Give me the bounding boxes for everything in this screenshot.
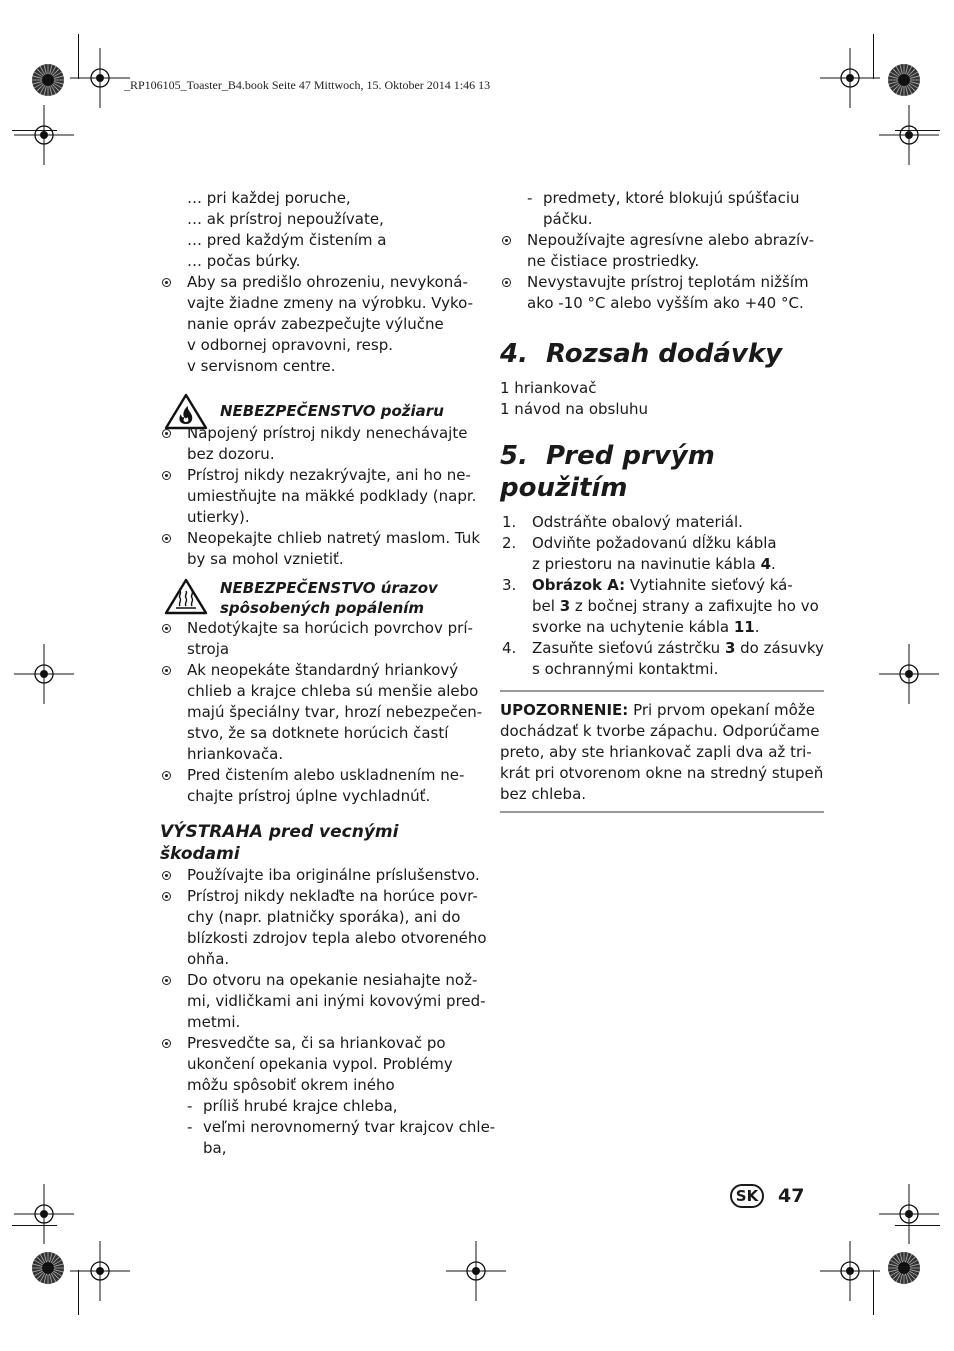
registration-mark: [14, 644, 74, 704]
registration-mark: [820, 48, 880, 108]
subheading-line: VÝSTRAHA pred vecnými: [160, 822, 399, 842]
text-line: [532, 575, 824, 596]
section-title: Rozsah dodávky: [546, 339, 783, 369]
text-line: ohňa.: [187, 950, 230, 968]
text-line: ako -10 °C alebo vyšším ako +40 °C.: [527, 294, 804, 312]
section-number: 5.: [500, 441, 528, 471]
list-item: [160, 970, 484, 1033]
burn-items: [160, 618, 484, 807]
text-line: Do otvoru na opekanie nesiahajte nož-: [187, 971, 478, 989]
list-item: [160, 465, 484, 528]
page-number: 47: [778, 1185, 805, 1207]
list-item: [160, 528, 484, 570]
text-line: blízkosti zdrojov tepla alebo otvoreného: [187, 929, 487, 947]
section-heading-4: [500, 338, 824, 370]
text-line: bez chleba.: [500, 785, 587, 803]
bullet-icon: [162, 429, 171, 438]
list-item: [160, 423, 484, 465]
text-line: preto, aby ste hriankovač zapli dva až tri-: [500, 743, 812, 761]
text-run: bel: [532, 597, 560, 615]
step-number: 4.: [502, 639, 517, 657]
text-line: metmi.: [187, 1013, 241, 1031]
crop-mark: [78, 1270, 79, 1315]
warning-title: NEBEZPEČENSTVO úrazov: [220, 579, 438, 597]
hot-surface-warning-icon: [164, 578, 208, 616]
color-target-mark: [30, 62, 66, 98]
text-line: Odstráňte obalový materiál.: [532, 513, 743, 531]
text-line: Nedotýkajte sa horúcich povrchov prí-: [187, 619, 473, 637]
text-line: krát pri otvorenom okne na stredný stupeň: [500, 764, 824, 782]
bullet-icon: [162, 624, 171, 633]
step-number: 2.: [502, 534, 517, 552]
text-line: vajte žiadne zmeny na výrobku. Vyko-: [187, 294, 474, 312]
text-line: Napojený prístroj nikdy nenechávajte: [187, 424, 468, 442]
list-item: [500, 230, 824, 272]
bullet-icon: [162, 976, 171, 985]
text-line: v odbornej opravovni, resp.: [187, 336, 393, 354]
text-run: Vytiahnite sieťový ká-: [625, 576, 793, 594]
intro-line: … ak prístroj nepoužívate,: [187, 210, 384, 228]
text-line: stroja: [187, 640, 230, 658]
step-number: 1.: [502, 513, 517, 531]
section-title: Pred prvým použitím: [500, 441, 715, 503]
section-subheading: [160, 821, 484, 865]
fire-warning: [160, 401, 484, 421]
text-line: s ochrannými kontaktmi.: [532, 660, 719, 678]
text-line: môžu spôsobiť okrem iného: [187, 1076, 395, 1094]
text-line: [532, 617, 824, 638]
text-run: .: [771, 555, 776, 573]
warning-title: NEBEZPEČENSTVO požiaru: [220, 402, 444, 420]
bullet-icon: [502, 236, 511, 245]
dash-item: [160, 1117, 496, 1159]
registration-mark: [879, 1184, 939, 1244]
list-item: [500, 272, 824, 314]
fire-items: [160, 423, 484, 570]
text-line: chy (napr. platničky sporáka), ani do: [187, 908, 461, 926]
text-line: [500, 700, 824, 721]
list-item: [160, 618, 484, 660]
dash-item: [160, 1096, 484, 1117]
numbered-step: [500, 575, 824, 638]
text-line: [532, 554, 824, 575]
registration-mark: [820, 1241, 880, 1301]
text-line: Nepoužívajte agresívne alebo abrazív-: [527, 231, 815, 249]
bullet-icon: [162, 871, 171, 880]
crop-mark: [895, 130, 940, 131]
dash-marker: -: [527, 189, 533, 207]
bullet-icon: [502, 278, 511, 287]
intro-line: … počas búrky.: [187, 252, 301, 270]
text-line: Prístroj nikdy neklaďte na horúce povr-: [187, 887, 478, 905]
registration-mark: [14, 1184, 74, 1244]
crop-mark: [873, 34, 874, 79]
text-line: v servisnom centre.: [187, 357, 336, 375]
ref-number: 11: [733, 618, 755, 636]
text-run: z priestoru na navinutie kábla: [532, 555, 761, 573]
damage-items: [160, 865, 496, 1159]
list-item: [160, 272, 484, 377]
section-number: 4.: [500, 339, 528, 369]
registration-mark: [879, 105, 939, 165]
intro-line: … pred každým čistením a: [187, 231, 387, 249]
registration-mark: [446, 1241, 506, 1301]
text-line: Ak neopekáte štandardný hriankový: [187, 661, 459, 679]
note-label: UPOZORNENIE:: [500, 701, 629, 719]
list-item: [160, 886, 487, 970]
text-run: Pri prvom opekaní môže: [628, 701, 815, 719]
bullet-icon: [162, 771, 171, 780]
text-line: majú špeciálny tvar, hrozí nebezpečen-: [187, 703, 483, 721]
text-line: Presvedčte sa, či sa hriankovač po: [187, 1034, 446, 1052]
text-line: páčku.: [543, 210, 593, 228]
list-item: [160, 865, 484, 886]
bullet-icon: [162, 892, 171, 901]
text-line: umiestňujte na mäkké podklady (napr.: [187, 487, 477, 505]
text-run: do zásuvky: [735, 639, 824, 657]
bullet-icon: [162, 278, 171, 287]
note-box: [500, 690, 824, 813]
text-line: hriankovača.: [187, 745, 284, 763]
dash-item: [500, 188, 824, 230]
ref-number: 3: [724, 639, 736, 657]
bullet-icon: [162, 534, 171, 543]
dash-marker: -: [187, 1118, 193, 1136]
text-line: Odviňte požadovanú dĺžku kábla: [532, 534, 777, 552]
list-item: [160, 1033, 484, 1096]
text-run: svorke na uchytenie kábla: [532, 618, 734, 636]
intro-list: [160, 188, 484, 272]
section-heading-5: [500, 440, 824, 504]
color-target-mark: [886, 62, 922, 98]
registration-mark: [70, 1241, 130, 1301]
crop-mark: [12, 130, 57, 131]
text-line: by sa mohol vznietiť.: [187, 550, 344, 568]
text-run: z bočnej strany a zafixujte ho vo: [570, 597, 819, 615]
text-line: [532, 596, 824, 617]
step-number: 3.: [502, 576, 517, 594]
left-column: [160, 188, 496, 1159]
text-line: ukončení opekania vypol. Problémy: [187, 1055, 453, 1073]
dash-marker: -: [187, 1097, 193, 1115]
text-line: dochádzať k tvorbe zápachu. Odporúčame: [500, 722, 820, 740]
text-line: 1 hriankovač: [500, 379, 597, 397]
text-line: Prístroj nikdy nezakrývajte, ani ho ne-: [187, 466, 471, 484]
text-line: Pred čistením alebo uskladnením ne-: [187, 766, 465, 784]
ref-number: 4: [760, 555, 772, 573]
text-line: chajte prístroj úplne vychladnúť.: [187, 787, 431, 805]
text-line: ne čistiace prostriedky.: [527, 252, 700, 270]
text-run: Zasuňte sieťovú zástrčku: [532, 639, 725, 657]
text-line: [532, 638, 824, 659]
figure-ref: Obrázok A:: [532, 576, 626, 594]
text-line: nanie opráv zabezpečujte výlučne: [187, 315, 444, 333]
burn-warning: [160, 578, 484, 618]
text-line: veľmi nerovnomerný tvar krajcov chle-: [203, 1118, 496, 1136]
language-badge: SK: [730, 1184, 764, 1208]
text-line: Nevystavujte prístroj teplotám nižším: [527, 273, 809, 291]
crop-mark: [873, 1270, 874, 1315]
list-item: [160, 660, 484, 765]
crop-mark: [78, 34, 79, 79]
list-item: [160, 765, 484, 807]
text-line: 1 návod na obsluhu: [500, 400, 649, 418]
text-line: stvo, že sa dotknete horúcich častí: [187, 724, 449, 742]
right-column: [500, 188, 824, 813]
intro-line: … pri každej poruche,: [187, 189, 351, 207]
registration-mark: [879, 644, 939, 704]
text-line: utierky).: [187, 508, 250, 526]
crop-mark: [895, 1225, 940, 1226]
numbered-step: [500, 638, 824, 680]
text-line: bez dozoru.: [187, 445, 275, 463]
bullet-icon: [162, 666, 171, 675]
crop-mark: [12, 1225, 57, 1226]
text-line: mi, vidličkami ani inými kovovými pred-: [187, 992, 486, 1010]
registration-mark: [70, 48, 130, 108]
text-line: predmety, ktoré blokujú spúšťaciu: [543, 189, 800, 207]
bullet-icon: [162, 1039, 171, 1048]
print-header: _RP106105_Toaster_B4.book Seite 47 Mittwoch, 15. Oktober 2014 1:46 13: [124, 78, 491, 92]
bullet-icon: [162, 471, 171, 480]
numbered-step: [500, 512, 824, 533]
ref-number: 3: [559, 597, 571, 615]
text-line: Aby sa predišlo ohrozeniu, nevykoná-: [187, 273, 468, 291]
text-line: príliš hrubé krajce chleba,: [203, 1097, 398, 1115]
text-line: Používajte iba originálne príslušenstvo.: [187, 866, 480, 884]
text-line: ba,: [203, 1139, 227, 1157]
page-footer: [730, 1183, 804, 1209]
subheading-line: škodami: [160, 844, 240, 864]
color-target-mark: [30, 1250, 66, 1286]
text-line: chlieb a krajce chleba sú menšie alebo: [187, 682, 479, 700]
color-target-mark: [886, 1250, 922, 1286]
text-run: .: [754, 618, 760, 636]
warning-title: spôsobených popálením: [220, 599, 425, 617]
numbered-step: [500, 533, 824, 575]
registration-mark: [14, 105, 74, 165]
text-line: Neopekajte chlieb natretý maslom. Tuk: [187, 529, 481, 547]
